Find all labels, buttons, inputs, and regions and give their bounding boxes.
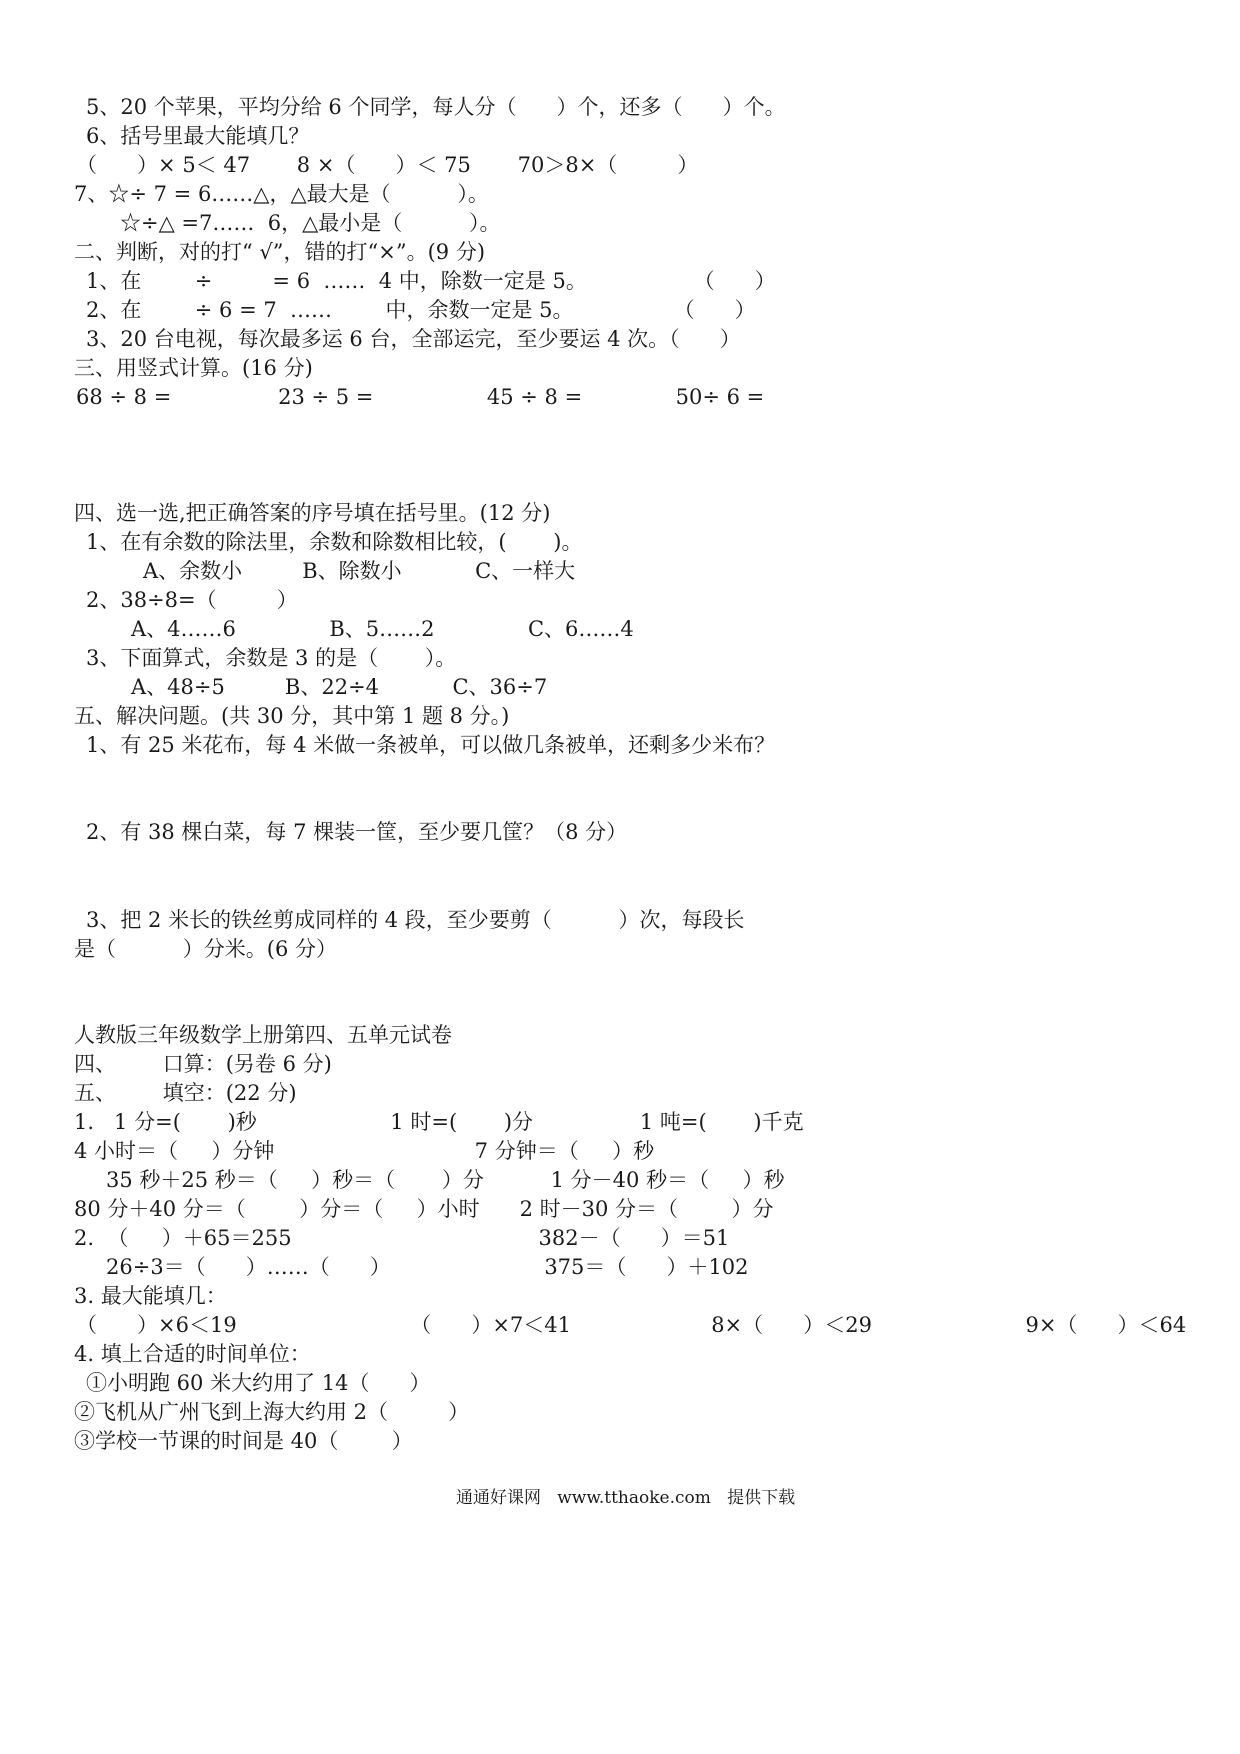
text-line-fill-2a: 2. （ ）＋65＝255 382－（ ）＝51 — [74, 1226, 730, 1250]
text-line-fill-4-item-3: ③学校一节课的时间是 40（ ） — [74, 1429, 413, 1453]
text-line-problem-3a: 3、把 2 米长的铁丝剪成同样的 4 段，至少要剪（ ）次，每段长 — [86, 908, 745, 932]
section-heading-fill: 五、 填空：(22 分) — [74, 1081, 297, 1105]
text-line-problem-1: 1、有 25 米花布，每 4 米做一条被单，可以做几条被单，还剩多少米布？ — [86, 733, 776, 757]
text-line-q7a: 7、☆÷ 7 = 6……△，△最大是（ ）。 — [74, 182, 489, 206]
page-footer: 通通好课网 www.tthaoke.com 提供下载 — [456, 1488, 796, 1508]
text-line-fill-2b: 26÷3＝（ ）……（ ） 375＝（ ）＋102 — [106, 1255, 749, 1279]
text-line-q5: 5、20 个苹果，平均分给 6 个同学，每人分（ ）个，还多（ ）个。 — [86, 95, 786, 119]
text-line-q7b: ☆÷△ =7…… 6，△最小是（ ）。 — [120, 211, 501, 235]
section-heading-vertical: 三、用竖式计算。(16 分) — [74, 356, 313, 380]
text-line-fill-1c: 35 秒＋25 秒＝（ ）秒＝（ ）分 1 分－40 秒＝（ ）秒 — [106, 1168, 785, 1192]
text-line-judge-3: 3、20 台电视，每次最多运 6 台，全部运完，至少要运 4 次。（ ） — [86, 327, 741, 351]
text-line-fill-3-items: （ ）×6＜19 （ ）×7＜41 8×（ ）＜29 9×（ ）＜64 — [76, 1313, 1187, 1337]
section-heading-problems: 五、解决问题。(共 30 分，其中第 1 题 8 分。) — [74, 704, 510, 728]
text-line-vertical-items: 68 ÷ 8 = 23 ÷ 5 = 45 ÷ 8 = 50÷ 6 = — [76, 385, 765, 409]
text-line-problem-3b: 是（ ）分米。(6 分） — [74, 937, 337, 961]
text-line-fill-4: 4. 填上合适的时间单位： — [74, 1342, 311, 1366]
text-line-fill-4-item-1: ①小明跑 60 米大约用了 14（ ） — [86, 1371, 431, 1395]
text-line-choice-1: 1、在有余数的除法里，余数和除数相比较，( )。 — [86, 530, 583, 554]
text-line-q6-items: （ ）× 5＜ 47 8 ×（ ）＜ 75 70＞8×（ ） — [76, 153, 699, 177]
text-line-fill-4-item-2: ②飞机从广州飞到上海大约用 2（ ） — [74, 1400, 470, 1424]
text-line-choice-3-options: A、48÷5 B、22÷4 C、36÷7 — [131, 675, 548, 699]
text-line-fill-1d: 80 分＋40 分＝（ ）分＝（ ）小时 2 时－30 分＝（ ）分 — [74, 1197, 774, 1221]
text-line-choice-2-options: A、4……6 B、5……2 C、6……4 — [131, 617, 634, 641]
text-line-choice-1-options: A、余数小 B、除数小 C、一样大 — [143, 559, 576, 583]
section-heading-judge: 二、判断，对的打“ √”，错的打“×”。(9 分) — [74, 240, 486, 264]
text-line-q6: 6、括号里最大能填几？ — [86, 124, 310, 148]
text-line-choice-2: 2、38÷8=（ ） — [86, 588, 298, 612]
text-line-judge-1: 1、在 ÷ = 6 …… 4 中，除数一定是 5。 （ ） — [86, 269, 776, 293]
section-heading-choice: 四、选一选,把正确答案的序号填在括号里。(12 分) — [74, 501, 551, 525]
text-line-problem-2: 2、有 38 棵白菜，每 7 棵装一筐，至少要几筐？（8 分） — [86, 820, 628, 844]
text-line-fill-1b: 4 小时＝（ ）分钟 7 分钟＝（ ）秒 — [74, 1139, 655, 1163]
text-line-fill-3: 3. 最大能填几： — [74, 1284, 227, 1308]
document-subtitle: 人教版三年级数学上册第四、五单元试卷 — [74, 1023, 452, 1047]
section-heading-oral: 四、 口算：(另卷 6 分) — [74, 1052, 332, 1076]
text-line-judge-2: 2、在 ÷ 6 = 7 …… 中，余数一定是 5。 （ ） — [86, 298, 756, 322]
text-line-choice-3: 3、下面算式，余数是 3 的是（ ）。 — [86, 646, 457, 670]
text-line-fill-1a: 1. 1 分=( )秒 1 时=( )分 1 吨=( )千克 — [74, 1110, 804, 1134]
